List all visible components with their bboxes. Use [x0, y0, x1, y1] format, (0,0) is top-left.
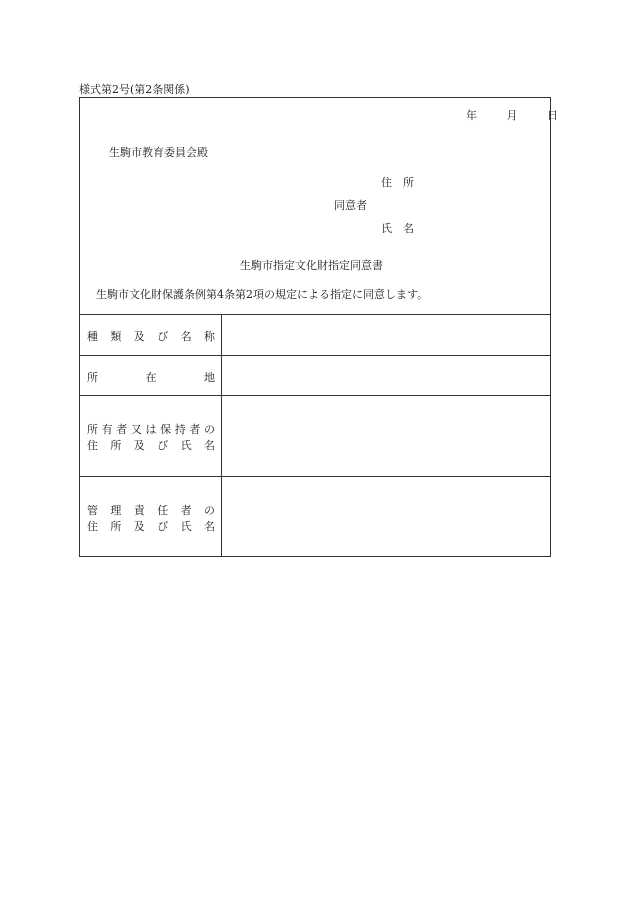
- row-label-owner-line1: 所有者又は保持者の: [87, 423, 215, 436]
- date-line: [440, 107, 558, 123]
- property-details-table: [80, 314, 550, 557]
- owner-value: [222, 396, 550, 476]
- table-row-manager: [80, 476, 550, 557]
- table-row-location: [80, 355, 550, 395]
- consenter-name-label: 氏 名: [381, 222, 414, 235]
- date-day-label: 日: [547, 109, 558, 122]
- location-value: [222, 356, 550, 395]
- type-and-name-value: [222, 315, 550, 355]
- date-month-label: 月: [506, 109, 518, 122]
- manager-value: [222, 477, 550, 557]
- row-label-manager-line1: 管理責任者の: [87, 504, 215, 517]
- consent-statement: 生駒市文化財保護条例第4条第2項の規定による指定に同意します。: [96, 288, 429, 301]
- addressee: 生駒市教育委員会殿: [109, 146, 208, 159]
- label-cell: [80, 477, 222, 557]
- form-header-area: [80, 98, 558, 314]
- consenter-role-label: 同意者: [334, 199, 367, 212]
- form-number-label: 様式第2号(第2条関係): [79, 83, 190, 96]
- row-label-manager-line2: 住所及び氏名: [87, 520, 215, 533]
- row-label-location: 所在地: [87, 371, 215, 384]
- label-cell: [80, 315, 222, 355]
- consent-form-frame: [79, 97, 558, 557]
- row-label-owner-line2: 住所及び氏名: [87, 439, 215, 452]
- label-cell: [80, 396, 222, 476]
- consenter-address-label: 住 所: [381, 176, 414, 189]
- table-row-type-and-name: [80, 314, 550, 355]
- date-year-label: 年: [466, 109, 477, 122]
- table-row-owner: [80, 395, 550, 476]
- row-label-type-and-name: 種類及び名称: [87, 330, 215, 343]
- document-title: 生駒市指定文化財指定同意書: [240, 259, 383, 272]
- label-cell: [80, 356, 222, 395]
